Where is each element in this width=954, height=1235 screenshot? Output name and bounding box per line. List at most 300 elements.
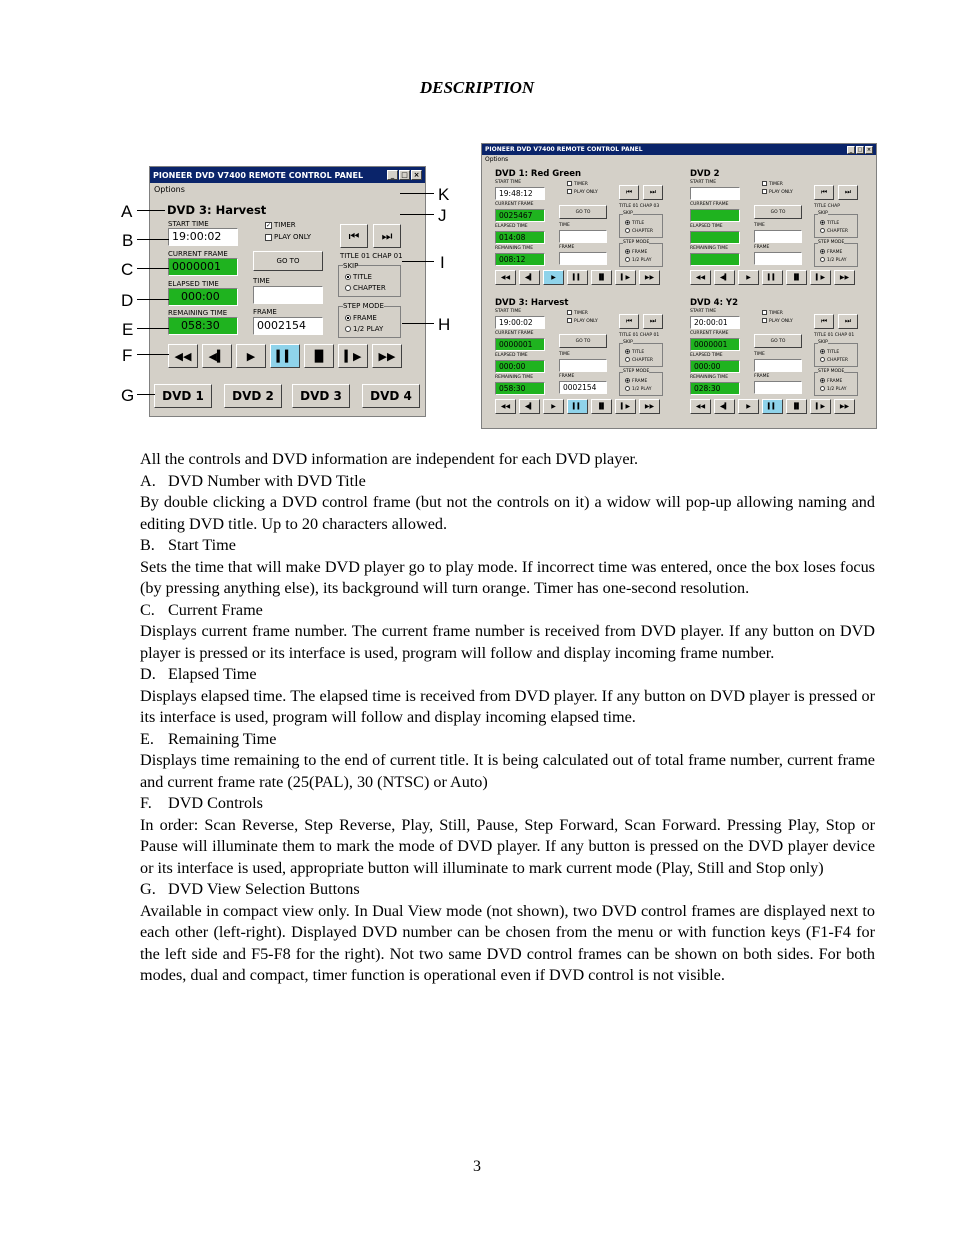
play-icon: ▶ [551,274,556,281]
title-chap-readout: TITLE 01 CHAP 01 [619,333,660,338]
time-label: TIME [559,223,570,228]
pause-button[interactable] [304,344,334,368]
item-letter: D. [140,665,156,683]
start-time-field[interactable] [690,187,740,200]
current-frame-field [690,209,740,222]
description-item [140,729,875,794]
step-half-radio[interactable] [820,257,825,262]
item-letter: G. [140,880,156,898]
skip-title-label: TITLE [353,273,372,281]
scan-reverse-button[interactable] [690,270,711,285]
prev-chapter-button[interactable] [340,224,368,248]
minimize-icon[interactable]: _ [387,170,398,180]
start-time-label: START TIME [495,180,522,185]
item-title: Current Frame [168,600,263,619]
time-field[interactable] [559,359,607,372]
step-mode-group [619,372,663,396]
callout-g: G [121,386,135,405]
still-button[interactable] [567,399,588,414]
scan-reverse-button[interactable] [168,344,198,368]
remaining-field: 058:30 [168,317,238,335]
step-mode-group [619,243,663,267]
step-forward-button[interactable] [810,270,831,285]
frame-field[interactable] [559,252,607,265]
timer-checkbox[interactable] [762,310,767,315]
scan-reverse-button[interactable] [495,270,516,285]
skip-back-icon: ⏮ [625,188,633,196]
play-icon: ▶ [746,274,751,281]
still-button[interactable] [270,344,300,368]
item-letter: B. [140,536,155,554]
start-time-field[interactable]: 19:00:02 [168,228,238,246]
scan-forward-icon: ▶▶ [644,403,655,410]
description-item [140,879,875,987]
play-icon: ▶ [551,403,556,410]
timer-checkbox[interactable]: ✓ [266,221,272,229]
close-icon[interactable]: × [866,146,872,153]
elapsed-field: 014:08 [495,231,545,244]
step-frame-radio[interactable] [345,315,351,321]
skip-label: SKIP [818,211,828,216]
play-button[interactable] [738,399,759,414]
still-icon: ▍▍ [572,274,583,281]
timer-checkbox[interactable] [567,181,572,186]
skip-chapter-label: CHAPTER [632,229,654,234]
menu-options[interactable]: Options [154,185,185,194]
goto-button[interactable]: GO TO [253,251,323,271]
callout-a: A [121,202,133,221]
step-frame-radio[interactable] [820,378,825,383]
step-mode-group [814,372,858,396]
dvd2-button[interactable]: DVD 2 [224,384,282,408]
panel-title: DVD 4: Y2 [690,298,738,308]
item-letter: F. [140,794,152,812]
item-title: Start Time [168,536,236,554]
scan-forward-icon: ▶▶ [839,274,850,281]
skip-title-label: TITLE [827,350,840,355]
play-button[interactable] [236,344,266,368]
frame-label: FRAME [559,374,575,379]
skip-chapter-label: CHAPTER [827,229,849,234]
item-letter: A. [140,471,156,490]
pause-button[interactable] [786,270,807,285]
step-mode-group [814,243,858,267]
skip-chapter-radio[interactable] [625,228,630,233]
remaining-label: REMAINING TIME [690,246,729,251]
elapsed-field: 000:00 [690,360,740,373]
panel-title: DVD 2 [690,169,720,179]
skip-group [619,343,663,367]
item-title: DVD Controls [168,794,263,812]
title-chap-readout: TITLE CHAP [814,204,840,209]
current-frame-label: CURRENT FRAME [495,202,534,207]
skip-forward-icon: ⏭ [649,317,657,325]
description-item [140,793,875,879]
callout-j: J [438,206,447,225]
frame-field[interactable] [754,252,802,265]
step-half-label: 1/2 PLAY [353,325,384,333]
skip-title-radio[interactable] [345,274,351,280]
callout-b: B [122,231,134,250]
callout-line-f [137,354,169,355]
item-title: DVD Number with DVD Title [168,471,366,490]
skip-title-radio[interactable] [820,349,825,354]
right-control-panel-window [481,143,877,429]
elapsed-field: 000:00 [495,360,545,373]
skip-title-radio[interactable] [625,220,630,225]
remaining-field [690,253,740,266]
play-button[interactable] [738,270,759,285]
step-mode-group [338,306,401,338]
pause-icon: ▐▌ [596,274,607,281]
step-frame-label: FRAME [827,379,843,384]
callout-line-k [400,193,434,194]
elapsed-label: ELAPSED TIME [690,224,723,229]
window-title: PIONEER DVD V7400 REMOTE CONTROL PANEL [153,170,364,180]
next-chapter-button[interactable] [643,185,663,200]
timer-label: TIMER [574,311,588,316]
remaining-label: REMAINING TIME [495,246,534,251]
step-forward-icon: ▍▶ [344,349,362,363]
frame-label: FRAME [253,308,277,316]
step-mode-label: STEP MODE [623,240,650,245]
play-only-label: PLAY ONLY [769,319,793,324]
skip-chapter-radio[interactable] [345,285,351,291]
intro-paragraph: All the controls and DVD information are independent for each DVD player. [140,450,639,468]
step-reverse-icon: ◀▍ [719,274,730,281]
skip-back-icon: ⏮ [820,317,828,325]
scan-reverse-icon: ◀◀ [695,274,706,281]
still-icon: ▍▍ [767,403,778,410]
minimize-icon[interactable]: _ [847,146,855,154]
next-chapter-button[interactable] [838,185,858,200]
step-reverse-button[interactable] [519,399,540,414]
start-time-label: START TIME [690,309,717,314]
panel-title: DVD 3: Harvest [495,298,569,308]
callout-i: I [440,253,445,272]
skip-chapter-label: CHAPTER [632,358,654,363]
step-forward-icon: ▍▶ [815,403,826,410]
skip-chapter-label: CHAPTER [827,358,849,363]
callout-line-h [402,323,434,324]
callout-line-b [137,239,169,240]
step-mode-label: STEP MODE [818,369,845,374]
goto-button[interactable]: GO TO [559,334,607,348]
step-half-radio[interactable] [345,326,351,332]
callout-line-d [137,299,169,300]
callout-e: E [122,320,134,339]
left-control-panel-window [149,166,426,417]
remaining-field: 058:30 [495,382,545,395]
close-icon[interactable]: × [411,170,422,180]
start-time-label: START TIME [690,180,717,185]
start-time-field[interactable]: 19:48:12 [495,187,545,200]
maximize-icon[interactable]: □ [399,170,410,180]
scan-reverse-button[interactable] [495,399,516,414]
time-field[interactable] [754,230,802,243]
dvd3-button[interactable]: DVD 3 [292,384,350,408]
still-button[interactable] [567,270,588,285]
step-half-radio[interactable] [625,257,630,262]
still-icon: ▍▍ [767,274,778,281]
current-frame-label: CURRENT FRAME [690,331,729,336]
item-description: Sets the time that will make DVD player go to play mode. If incorrect time was entered, once the box loses focus (by pressing anything else), its background will turn orange. Timer has one-second resolution. [140,557,875,597]
callout-line-g [137,394,155,395]
frame-label: FRAME [559,245,575,250]
skip-title-radio[interactable] [820,220,825,225]
skip-forward-icon: ⏭ [844,188,852,196]
step-mode-label: STEP MODE [818,240,845,245]
step-half-label: 1/2 PLAY [827,258,847,263]
step-reverse-button[interactable] [519,270,540,285]
step-forward-button[interactable] [615,270,636,285]
play-only-checkbox[interactable] [265,234,272,241]
play-only-checkbox[interactable] [762,189,767,194]
still-button[interactable] [762,270,783,285]
step-reverse-button[interactable] [714,270,735,285]
start-time-label: START TIME [495,309,522,314]
play-only-label: PLAY ONLY [274,233,312,241]
next-chapter-button[interactable] [643,314,663,329]
scan-forward-button[interactable] [372,344,402,368]
current-frame-field: 0025467 [495,209,545,222]
step-frame-radio[interactable] [625,378,630,383]
callout-line-i [402,261,434,262]
remaining-label: REMAINING TIME [690,375,729,380]
title-chap-readout: TITLE 01 CHAP 01 [814,333,855,338]
frame-field[interactable] [754,381,802,394]
time-label: TIME [754,223,765,228]
menu-options[interactable]: Options [485,156,509,163]
step-reverse-icon: ◀▍ [208,349,226,363]
step-half-radio[interactable] [625,386,630,391]
step-forward-icon: ▍▶ [620,274,631,281]
prev-chapter-button[interactable] [619,314,639,329]
scan-forward-button[interactable] [834,399,855,414]
callout-k: K [438,185,450,204]
step-forward-button[interactable] [810,399,831,414]
scan-reverse-icon: ◀◀ [500,403,511,410]
title-chap-readout: TITLE 01 CHAP 01 [340,252,403,260]
play-icon: ▶ [746,403,751,410]
skip-group [619,214,663,238]
skip-title-label: TITLE [632,221,645,226]
pause-icon: ▐▌ [310,349,328,363]
remaining-label: REMAINING TIME [495,375,534,380]
scan-forward-icon: ▶▶ [644,274,655,281]
time-field[interactable] [559,230,607,243]
skip-group [814,214,858,238]
step-frame-radio[interactable] [625,249,630,254]
play-only-label: PLAY ONLY [574,190,598,195]
item-description: Displays current frame number. The current frame number is received from DVD player. If any button on DVD player is pressed or its interface is used, program will follow and display incoming frame number. [140,622,875,662]
item-description: Displays elapsed time. The elapsed time is received from DVD player. If any button on DVD player is pressed or its interface is used, program will follow and display incoming elapsed time. [140,686,875,726]
page-heading: DESCRIPTION [419,78,535,97]
elapsed-label: ELAPSED TIME [495,353,528,358]
remaining-label: REMAINING TIME [168,309,228,317]
skip-chapter-label: CHAPTER [353,284,386,292]
scan-forward-icon: ▶▶ [378,349,396,363]
elapsed-label: ELAPSED TIME [495,224,528,229]
dvd1-button[interactable]: DVD 1 [154,384,212,408]
scan-forward-button[interactable] [639,270,660,285]
scan-reverse-button[interactable] [690,399,711,414]
scan-forward-button[interactable] [639,399,660,414]
callout-line-e [137,328,169,329]
skip-forward-icon: ⏭ [649,188,657,196]
callout-c: C [121,260,134,279]
pause-button[interactable] [591,270,612,285]
prev-chapter-button[interactable] [814,185,834,200]
step-forward-icon: ▍▶ [620,403,631,410]
skip-title-label: TITLE [827,221,840,226]
timer-checkbox[interactable] [567,310,572,315]
item-description: Available in compact view only. In Dual View mode (not shown), two DVD control frames are displayed next to each other (left-right). Displayed DVD number can be chosen from the menu or with function keys (F1-F4 for the left side and F5-F8 for the right). Not two same DVD control frames can be shown on both sides. For both modes, dual and compact, timer function is operational even if DVD control is not visible. [140,901,875,984]
pause-icon: ▐▌ [596,403,607,410]
current-frame-label: CURRENT FRAME [168,250,228,258]
window-title: PIONEER DVD V7400 REMOTE CONTROL PANEL [485,146,643,153]
current-frame-field: 0000001 [690,338,740,351]
item-description: By double clicking a DVD control frame (but not the controls on it) a widow will pop-up allowing naming and editing DVD title. Up to 20 characters allowed. [140,493,875,533]
item-letter: E. [140,729,154,748]
dvd-title: DVD 3: Harvest [167,203,267,217]
callout-line-a [137,210,165,211]
prev-chapter-button[interactable] [814,314,834,329]
current-frame-label: CURRENT FRAME [495,331,534,336]
still-icon: ▍▍ [572,403,583,410]
play-button[interactable] [543,399,564,414]
item-title: Remaining Time [168,729,277,748]
elapsed-label: ELAPSED TIME [690,353,723,358]
prev-chapter-button[interactable] [619,185,639,200]
goto-button[interactable]: GO TO [754,205,802,219]
skip-label: SKIP [818,340,828,345]
start-time-label: START TIME [168,220,209,228]
start-time-field[interactable]: 19:00:02 [495,316,545,329]
play-icon: ▶ [246,349,256,363]
frame-field[interactable]: 0002154 [559,381,607,394]
play-button[interactable] [543,270,564,285]
step-frame-radio[interactable] [820,249,825,254]
callout-h: H [438,315,451,334]
title-chap-readout: TITLE 01 CHAP 03 [619,204,660,209]
description-item [140,471,875,536]
description-item [140,535,875,600]
timer-label: TIMER [769,311,783,316]
play-only-label: PLAY ONLY [574,319,598,324]
pause-button[interactable] [786,399,807,414]
dvd4-button[interactable]: DVD 4 [362,384,420,408]
play-only-checkbox[interactable] [567,189,572,194]
current-frame-label: CURRENT FRAME [690,202,729,207]
skip-back-icon: ⏮ [348,228,360,243]
skip-chapter-radio[interactable] [625,357,630,362]
time-field[interactable] [253,286,323,304]
item-title: DVD View Selection Buttons [168,880,360,898]
scan-reverse-icon: ◀◀ [174,349,192,363]
time-label: TIME [253,277,270,285]
play-only-checkbox[interactable] [567,318,572,323]
time-field[interactable] [754,359,802,372]
scan-reverse-icon: ◀◀ [695,403,706,410]
skip-label: SKIP [623,211,633,216]
step-reverse-icon: ◀▍ [524,403,535,410]
scan-reverse-icon: ◀◀ [500,274,511,281]
timer-checkbox[interactable] [762,181,767,186]
skip-label: SKIP [343,262,359,270]
frame-label: FRAME [754,374,770,379]
frame-field[interactable]: 0002154 [253,317,323,335]
step-reverse-icon: ◀▍ [719,403,730,410]
goto-button[interactable]: GO TO [754,334,802,348]
scan-forward-button[interactable] [834,270,855,285]
step-mode-label: STEP MODE [343,302,384,310]
skip-label: SKIP [623,340,633,345]
step-half-label: 1/2 PLAY [827,387,847,392]
skip-group [814,343,858,367]
pause-button[interactable] [591,399,612,414]
skip-back-icon: ⏮ [625,317,633,325]
current-frame-field: 0000001 [495,338,545,351]
remaining-field: 028:30 [690,382,740,395]
still-button[interactable] [762,399,783,414]
scan-forward-icon: ▶▶ [839,403,850,410]
skip-title-label: TITLE [632,350,645,355]
maximize-icon[interactable]: □ [857,146,863,153]
item-list [140,471,875,987]
step-forward-button[interactable] [615,399,636,414]
page-number: 3 [473,1158,481,1175]
step-forward-button[interactable] [338,344,368,368]
step-forward-icon: ▍▶ [815,274,826,281]
current-frame-field: 0000001 [168,258,238,276]
pause-icon: ▐▌ [791,274,802,281]
step-half-radio[interactable] [820,386,825,391]
time-label: TIME [559,352,570,357]
elapsed-field [690,231,740,244]
start-time-field[interactable]: 20:00:01 [690,316,740,329]
callout-line-c [137,268,169,269]
skip-chapter-radio[interactable] [820,228,825,233]
description-item [140,664,875,729]
play-only-checkbox[interactable] [762,318,767,323]
skip-title-radio[interactable] [625,349,630,354]
timer-label: TIMER [574,182,588,187]
step-reverse-button[interactable] [202,344,232,368]
callout-d: D [121,291,134,310]
remaining-field: 008:12 [495,253,545,266]
timer-label: TIMER [274,221,296,229]
still-icon: ▍▍ [276,349,294,363]
step-mode-label: STEP MODE [623,369,650,374]
callout-line-j [400,214,434,215]
timer-label: TIMER [769,182,783,187]
frame-label: FRAME [754,245,770,250]
next-chapter-button[interactable] [838,314,858,329]
skip-chapter-radio[interactable] [820,357,825,362]
item-description: In order: Scan Reverse, Step Reverse, Play, Still, Pause, Step Forward, Scan Forward. Pressing Play, Stop or Pause will illuminate them to mark the mode of DVD player. If any button is pressed on the DVD player device or its interface is used, appropriate button will illuminate to mark current mode (Play, Still and Stop only) [140,815,875,877]
item-letter: C. [140,600,155,619]
skip-back-icon: ⏮ [820,188,828,196]
skip-forward-icon: ⏭ [844,317,852,325]
goto-button[interactable]: GO TO [559,205,607,219]
description-item [140,600,875,665]
step-reverse-button[interactable] [714,399,735,414]
step-frame-label: FRAME [353,314,377,322]
elapsed-field: 000:00 [168,288,238,306]
next-chapter-button[interactable] [373,224,401,248]
elapsed-label: ELAPSED TIME [168,280,219,288]
